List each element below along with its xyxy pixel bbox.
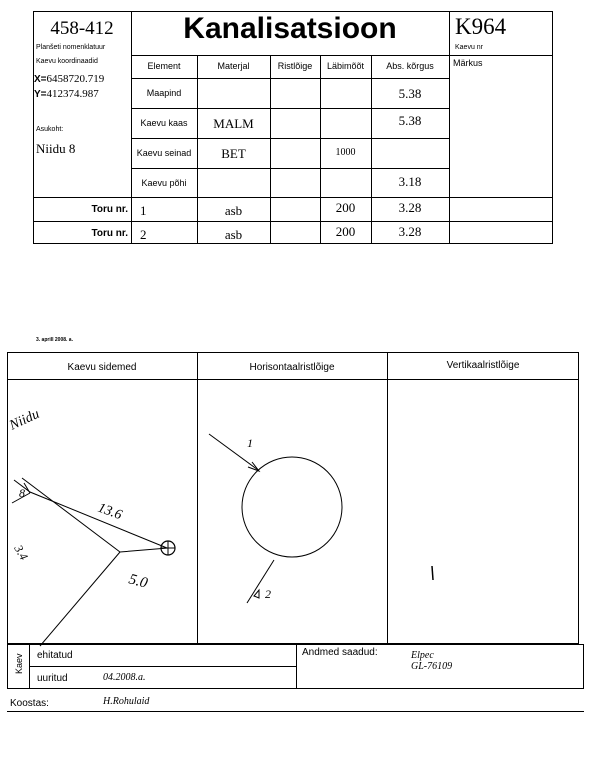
col-header-material: Materjal [217,61,250,71]
side-label-kaev: Kaev [14,653,24,674]
surveyed-value: 04.2008.a. [103,672,146,683]
pipe-1-label: 1 [247,436,253,450]
dim-b: 13.6 [95,500,124,524]
location-label: Asukoht: [36,126,64,133]
row-height: 5.38 [398,86,422,101]
col-header-diameter: Läbimõõt [326,61,365,71]
row-element: Kaevu seinad [136,148,192,158]
street-note: Niidu [7,406,42,434]
pipe-height: 3.28 [398,224,422,239]
sheet-code: 458-412 [50,18,114,39]
horizontal-section [209,434,342,603]
dim-d: 5.0 [126,571,150,592]
pipe-number: 1 [140,203,147,218]
pipe-material: asb [224,227,243,242]
pipe-label: Toru nr. [91,204,128,215]
built-label: ehitatud [37,650,73,661]
page-title: Kanalisatsioon [183,12,397,45]
pipe-number: 2 [140,227,147,242]
row-height: 3.18 [398,174,422,189]
well-circle [242,457,342,557]
col-header-height: Abs. kõrgus [386,61,434,71]
pipe-diameter: 200 [335,224,356,239]
source-line2: GL-76109 [411,661,453,672]
section-vertical: Vertikaalristlõige [446,360,520,371]
row-element: Maapind [146,88,182,98]
source-line1: Elpec [411,650,434,661]
well-id: K964 [455,14,507,39]
location-value: Niidu 8 [36,141,76,156]
sheet-code-label: Planšeti nomenklatuur [36,44,106,51]
well-marker [161,541,175,555]
row-height: 5.38 [398,113,422,128]
row-element: Kaevu põhi [141,178,187,188]
section-connections: Kaevu sidemed [67,362,137,373]
coords-label: Kaevu koordinaadid [36,58,98,65]
pipe-label: Toru nr. [91,228,128,239]
well-id-label: Kaevu nr [455,44,484,51]
author-label: Koostas: [10,698,49,709]
col-header-element: Element [147,61,181,71]
row-element: Kaevu kaas [140,118,188,128]
dim-a: 8 [19,486,25,500]
source-label: Andmed saadud: [302,647,378,658]
pipe-diameter: 200 [335,200,356,215]
col-header-cross: Ristlõige [277,61,313,71]
author-value: H.Rohulaid [103,696,150,707]
pipe-2-label: 2 [265,587,271,601]
row-diameter: 1000 [335,147,356,158]
col-header-notes: Märkus [453,58,483,68]
coord-y: Y=412374.987 [34,88,99,100]
date-line: 3. aprill 2008. a. [36,337,73,343]
row-material: BET [221,146,246,161]
pipe-height: 3.28 [398,200,422,215]
section-horizontal: Horisontaalristlõige [249,362,335,373]
pipe-material: asb [224,203,243,218]
connections-sketch [12,478,168,646]
surveyed-label: uuritud [37,673,68,684]
coord-x: X=6458720.719 [34,73,105,85]
row-material: MALM [213,116,254,131]
dim-c: 3.4 [11,542,32,563]
vertical-mark [432,566,433,580]
